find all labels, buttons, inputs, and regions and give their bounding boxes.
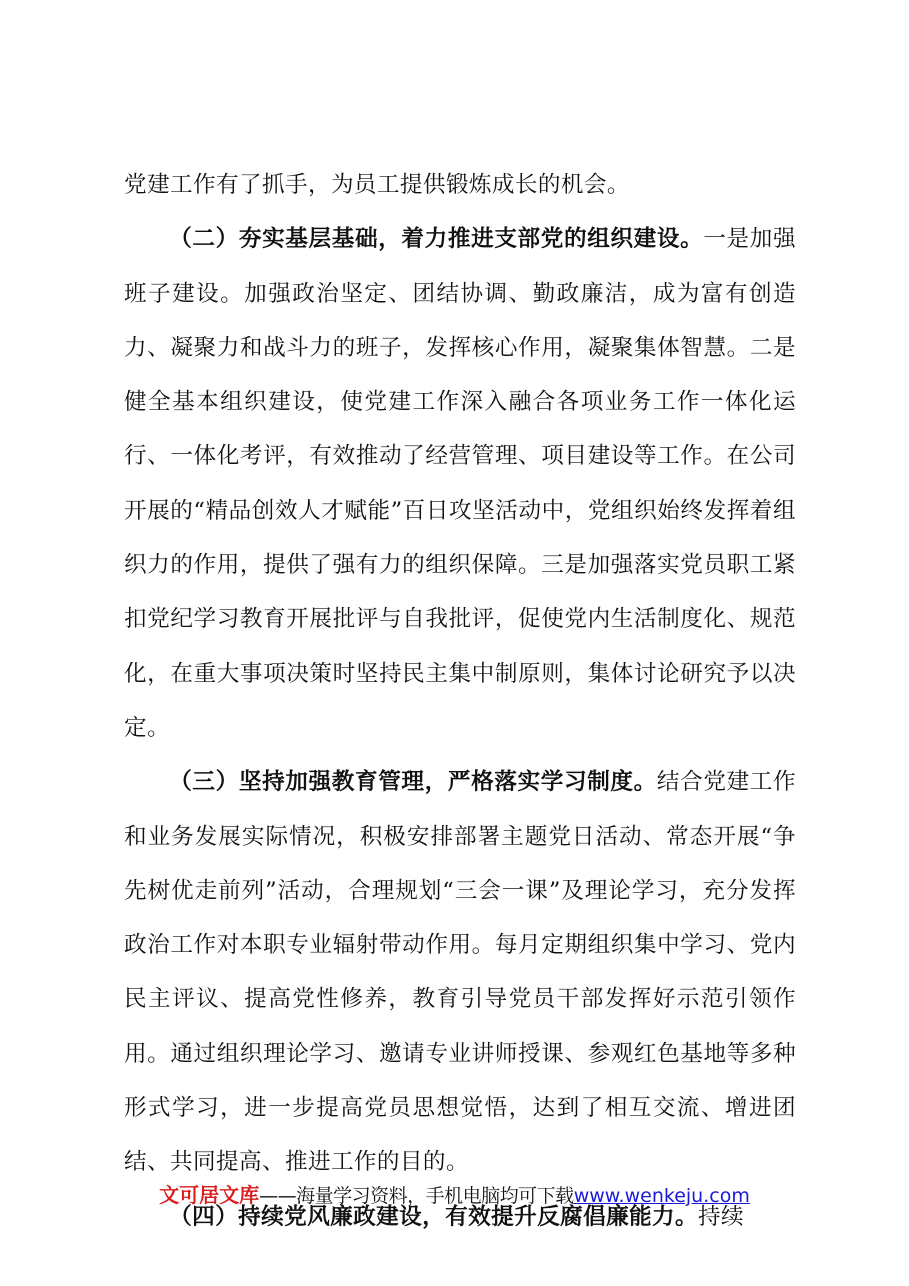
paragraph-text: 结合党建工作和业务发展实际情况，积极安排部署主题党日活动、常态开展“争先树优走前列”活动，合理规划“三会一课”及理论学习，充分发挥政治工作对本职专业辐射带动作用。每月定期组织集中学习、党内民主评议、提高党性修养，教育引导党员干部发挥好示范引领作用。通过组织理论学习、邀请专业讲师授课、参观红色基地等多种形式学习，进一步提高党员思想觉悟，达到了相互交流、增进团结、共同提高、推进工作的目的。 — [124, 769, 797, 1176]
section-heading: （三）坚持加强教育管理，严格落实学习制度。 — [169, 769, 657, 796]
paragraph-text: 持续 — [698, 1203, 745, 1230]
paragraph-continuation — [124, 158, 796, 212]
paragraph-text: 党建工作有了抓手，为员工提供锻炼成长的机会。 — [124, 172, 630, 198]
page-footer — [0, 1180, 909, 1211]
section-heading: （四）持续党风廉政建设，有效提升反腐倡廉能力。 — [169, 1203, 699, 1230]
footer-website-link[interactable]: www.wenkeju.com — [573, 1185, 750, 1207]
section-heading: （二）夯实基层基础，着力推进支部党的组织建设。 — [169, 226, 704, 253]
footer-brand: 文可居文库 — [159, 1183, 260, 1207]
paragraph-section-2 — [124, 212, 796, 755]
paragraph-text: 一是加强班子建设。加强政治坚定、团结协调、勤政廉洁，成为富有创造力、凝聚力和战斗力的班子，发挥核心作用，凝聚集体智慧。二是健全基本组织建设，使党建工作深入融合各项业务工作一体化运行、一体化考评，有效推动了经营管理、项目建设等工作。在公司开展的“精品创效人才赋能”百日攻坚活动中，党组织始终发挥着组织力的作用，提供了强有力的组织保障。三是加强落实党员职工紧扣党纪学习教育开展批评与自我批评，促使党内生活制度化、规范化，在重大事项决策时坚持民主集中制原则，集体讨论研究予以决定。 — [124, 226, 796, 741]
footer-tagline: ——海量学习资料，手机电脑均可下载 — [259, 1185, 574, 1207]
paragraph-section-3 — [124, 755, 796, 1189]
document-body — [124, 158, 796, 1244]
